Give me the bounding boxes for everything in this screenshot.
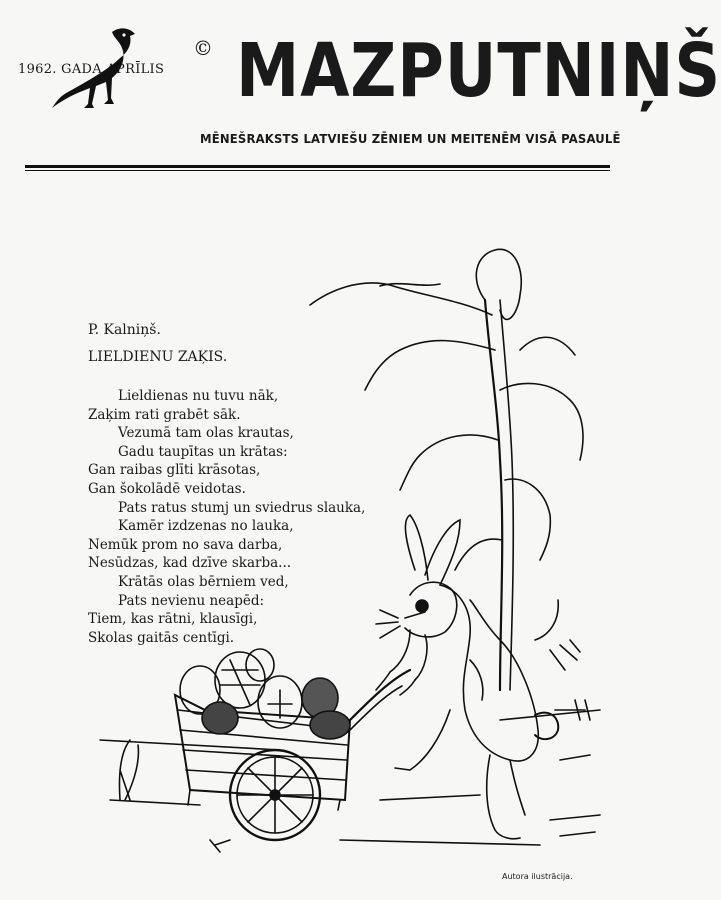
poem-line: Pats nevienu neapēd: [118,592,265,609]
poem-line: Gan šokolādē veidotas. [88,480,246,497]
illustration-credit: Autora ilustrācija. [502,872,573,881]
poem-line: Gan raibas glīti krāsotas, [88,462,261,479]
header-rule-thin [25,170,610,171]
poem-line: Skolas gaitās centīgi. [88,629,235,646]
masthead-subtitle: MĒNEŠRAKSTS LATVIEŠU ZĒNIEM UN MEITENĒM VISĀ PASAULĒ [200,131,621,146]
poem-line: Tiem, kas rātni, klausīgi, [88,611,258,628]
poem-line: Nesūdzas, kad dzīve skarba... [88,555,292,572]
poem-line: Lieldienas nu tuvu nāk, [118,388,279,404]
bird-icon [50,22,140,117]
header-rule-thick [25,165,610,168]
poem-line: Krātās olas bērniem ved, [118,573,289,590]
poem-line: Gadu taupītas un krātas: [118,443,288,460]
poem-line: Kamēr izdzenas no lauka, [118,518,294,535]
article-title: LIELDIENU ZAĶIS. [88,349,228,365]
article-author: P. Kalniņš. [88,322,161,338]
poem-line: Zaķim rati grabēt sāk. [88,406,241,423]
issue-date: 1962. GADA APRĪLIS [18,62,165,77]
poem [88,387,418,647]
masthead-title: MAZPUTNIŅŠ [236,28,721,114]
poem-line: Vezumā tam olas krautas, [118,425,294,442]
poem-line: Nemūk prom no sava darba, [88,536,283,553]
copyright-symbol: © [193,36,213,60]
poem-line: Pats ratus stumj un sviedrus slauka, [118,499,366,516]
